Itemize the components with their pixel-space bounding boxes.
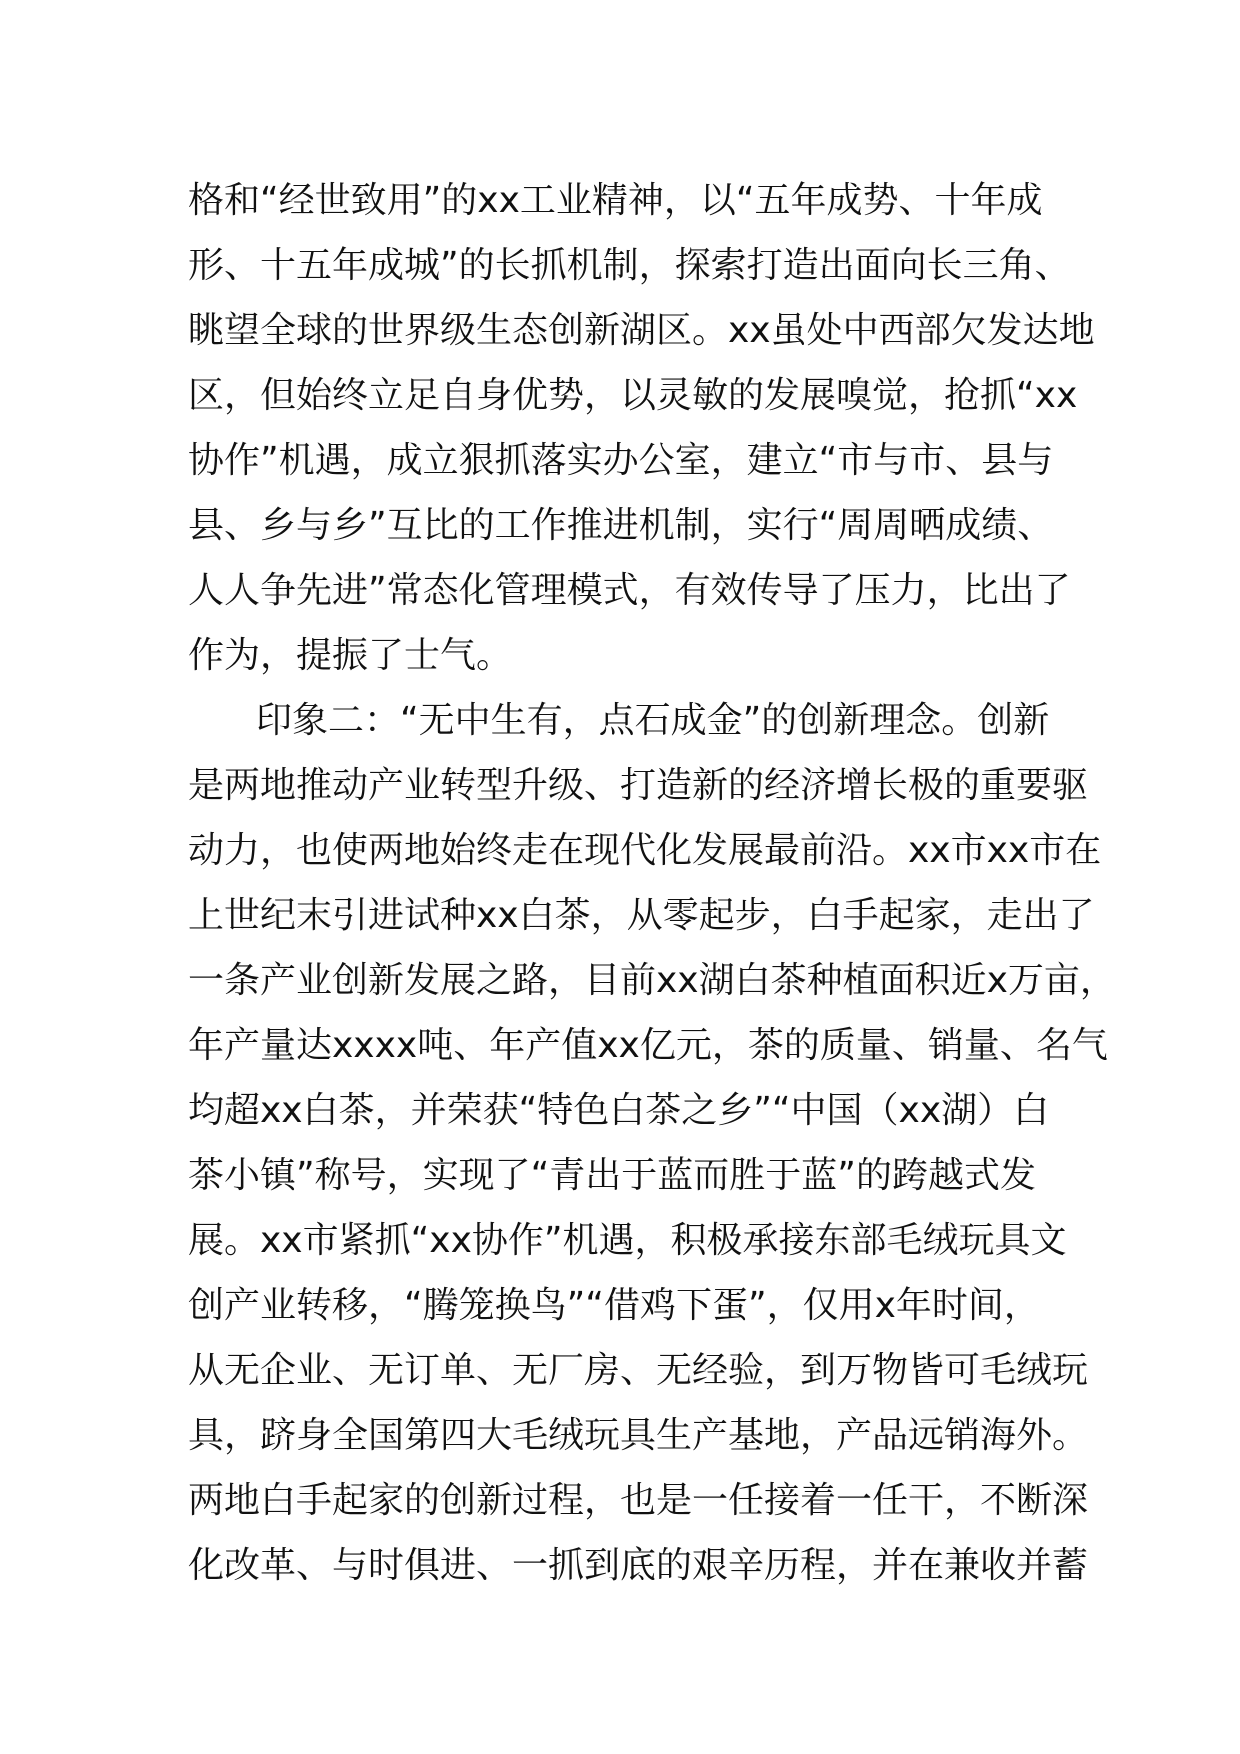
text-line: 创产业转移，“腾笼换鸟”“借鸡下蛋”，仅用x年时间， <box>188 1285 1040 1326</box>
text-line: 上世纪末引进试种xx白茶，从零起步，白手起家，走出了 <box>188 895 1095 936</box>
text-line: 形、十五年成城”的长抓机制，探索打造出面向长三角、 <box>188 245 1071 286</box>
text-line: 县、乡与乡”互比的工作推进机制，实行“周周晒成绩、 <box>188 505 1054 546</box>
text-line: 茶小镇”称号，实现了“青出于蓝而胜于蓝”的跨越式发 <box>188 1155 1036 1196</box>
text-line: 展。xx市紧抓“xx协作”机遇，积极承接东部毛绒玩具文 <box>188 1220 1067 1261</box>
text-line: 化改革、与时俱进、一抓到底的艰辛历程，并在兼收并蓄 <box>188 1545 1089 1586</box>
text-line: 动力，也使两地始终走在现代化发展最前沿。xx市xx市在 <box>188 830 1102 871</box>
text-line: 人人争先进”常态化管理模式，有效传导了压力，比出了 <box>188 570 1071 611</box>
text-line: 具，跻身全国第四大毛绒玩具生产基地，产品远销海外。 <box>188 1415 1089 1456</box>
body-text <box>188 168 1116 1598</box>
text-line: 是两地推动产业转型升级、打造新的经济增长极的重要驱 <box>188 765 1089 806</box>
text-line: 从无企业、无订单、无厂房、无经验，到万物皆可毛绒玩 <box>188 1350 1089 1391</box>
text-line: 格和“经世致用”的xx工业精神，以“五年成势、十年成 <box>188 180 1043 221</box>
text-line: 区，但始终立足自身优势，以灵敏的发展嗅觉，抢抓“xx <box>188 375 1078 416</box>
text-line: 均超xx白茶，并荣获“特色白茶之乡”“中国（xx湖）白 <box>188 1090 1050 1131</box>
text-line: 协作”机遇，成立狠抓落实办公室，建立“市与市、县与 <box>188 440 1054 481</box>
text-line: 一条产业创新发展之路，目前xx湖白茶种植面积近x万亩， <box>188 960 1116 1001</box>
text-line: 作为，提振了士气。 <box>188 635 513 676</box>
text-line: 眺望全球的世界级生态创新湖区。xx虽处中西部欠发达地 <box>188 310 1095 351</box>
text-line: 两地白手起家的创新过程，也是一任接着一任干，不断深 <box>188 1480 1089 1521</box>
paragraph-first-line: 印象二：“无中生有，点石成金”的创新理念。创新 <box>256 700 1050 741</box>
text-line: 年产量达xxxx吨、年产值xx亿元，茶的质量、销量、名气 <box>188 1025 1108 1066</box>
